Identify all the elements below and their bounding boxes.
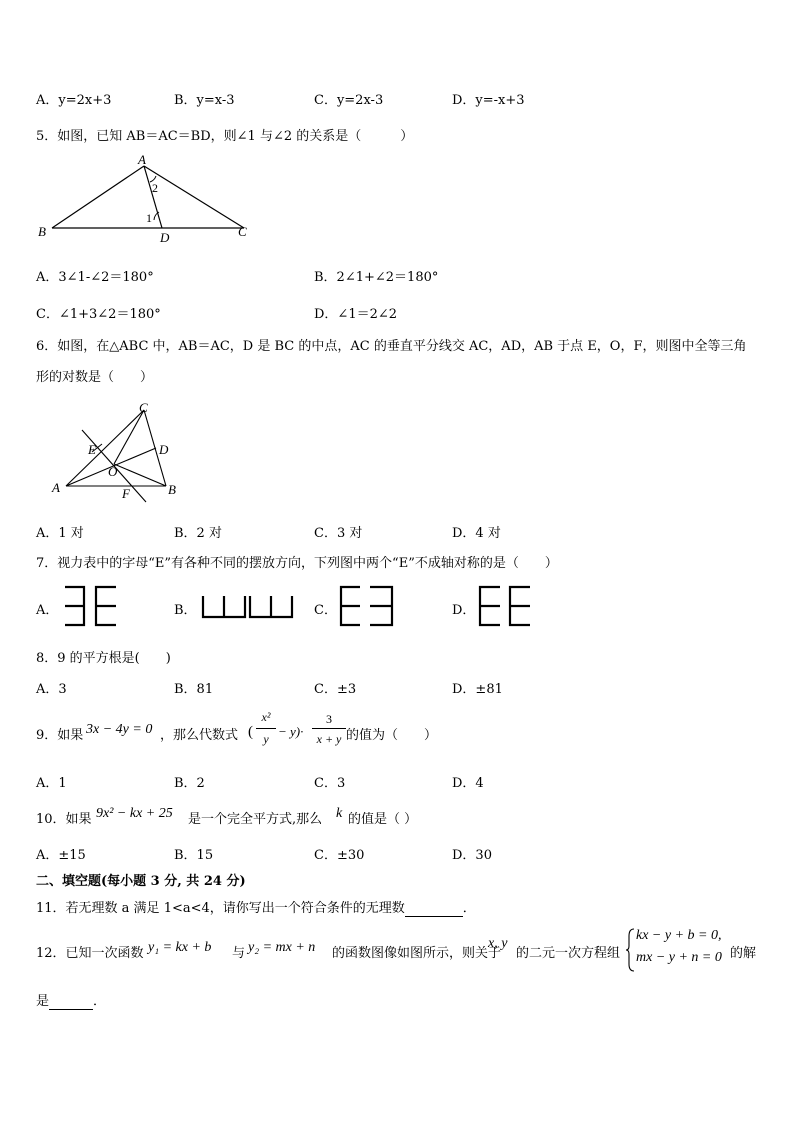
q5-label-a: A bbox=[138, 152, 146, 167]
q4-option-d: D．y=-x+3 bbox=[452, 93, 525, 108]
q9-frac2-num: 3 bbox=[326, 712, 332, 726]
q9-frac2-den: x + y bbox=[316, 732, 342, 746]
q5-label-2: 2 bbox=[152, 181, 158, 195]
q6-label-b: B bbox=[168, 482, 176, 497]
q9-frac2-bar bbox=[312, 728, 346, 729]
q10-option-a: A．±15 bbox=[36, 848, 86, 863]
q11-blank bbox=[405, 901, 463, 917]
q9-option-d: D．4 bbox=[452, 776, 484, 791]
q12-prefix: 12．已知一次函数 bbox=[36, 946, 144, 961]
q6-label-d: D bbox=[159, 442, 169, 457]
q5-option-a: A．3∠1-∠2＝180° bbox=[36, 270, 154, 285]
q10-option-d: D．30 bbox=[452, 848, 492, 863]
q12-y2: y₂ = mx + n bbox=[248, 940, 316, 955]
q9-option-a: A．1 bbox=[36, 776, 67, 791]
q6-label-f: F bbox=[122, 486, 130, 501]
q8-option-d: D．±81 bbox=[452, 682, 503, 697]
q12-and: 与 bbox=[232, 946, 246, 961]
q12-xy: x, y bbox=[488, 936, 508, 951]
q12-eq1: kx − y + b = 0, bbox=[636, 928, 722, 943]
q11-end: ． bbox=[462, 901, 476, 916]
q9-frac1-num: x² bbox=[261, 710, 271, 724]
q6-label-c: C bbox=[139, 400, 148, 415]
q9-open-paren: ( bbox=[248, 724, 253, 740]
q6-stem-line1: 6．如图，在△ABC 中，AB＝AC，D 是 BC 的中点，AC 的垂直平分线交 AC，AD，AB 于点 E，O，F，则图中全等三角 bbox=[36, 339, 747, 354]
q12-end: ． bbox=[93, 994, 107, 1009]
q7-option-c-letter: C． bbox=[314, 603, 337, 618]
section-title: 二、填空题(每小题 3 分, 共 24 分) bbox=[36, 874, 246, 889]
q12-middle: 的函数图像如图所示，则关于 bbox=[332, 946, 502, 961]
q5-label-1: 1 bbox=[146, 211, 152, 225]
q5-label-d: D bbox=[160, 230, 170, 244]
q11-text: 11．若无理数 a 满足 1<a<4，请你写出一个符合条件的无理数 bbox=[36, 901, 405, 916]
q6-option-b: B．2 对 bbox=[174, 526, 222, 541]
q6-stem-line2: 形的对数是（ ） bbox=[36, 370, 154, 385]
q9-option-b: B．2 bbox=[174, 776, 205, 791]
q10-option-c: C．±30 bbox=[314, 848, 365, 863]
q8-option-c: C．±3 bbox=[314, 682, 357, 697]
q7-option-d-letter: D． bbox=[452, 603, 476, 618]
q8-option-a: A．3 bbox=[36, 682, 67, 697]
q8-option-b: B．81 bbox=[174, 682, 214, 697]
q5-stem: 5．如图，已知 AB＝AC＝BD，则∠1 与∠2 的关系是（ ） bbox=[36, 129, 414, 144]
q4-option-b: B．y=x-3 bbox=[174, 93, 235, 108]
q9-equation: 3x − 4y = 0 bbox=[86, 722, 153, 737]
q7-option-b-figure bbox=[200, 594, 296, 620]
q9-middle: ，那么代数式 bbox=[160, 728, 239, 743]
q9-suffix: 的值为（ ） bbox=[346, 728, 438, 743]
q4-option-a: A．y=2x+3 bbox=[36, 93, 112, 108]
q5-option-c: C．∠1+3∠2＝180° bbox=[36, 307, 161, 322]
q7-option-a-figure bbox=[62, 584, 120, 628]
q6-figure bbox=[46, 398, 196, 504]
q12-brace bbox=[626, 928, 636, 972]
q7-option-c-figure bbox=[338, 584, 396, 628]
q6-option-a: A．1 对 bbox=[36, 526, 84, 541]
q5-label-c: C bbox=[238, 224, 247, 239]
q6-label-o: O bbox=[108, 464, 118, 479]
q6-label-e: E bbox=[88, 442, 96, 457]
q10-suffix: 的值是（ ） bbox=[348, 812, 418, 827]
q12-middle2: 的二元一次方程组 bbox=[516, 946, 621, 961]
q12-suffix: 的解 bbox=[730, 946, 757, 961]
q10-option-b: B．15 bbox=[174, 848, 214, 863]
q11-stem bbox=[36, 897, 476, 917]
q7-option-a-letter: A． bbox=[36, 603, 59, 618]
q12-y1: y₁ = kx + b bbox=[148, 940, 212, 955]
q5-label-b: B bbox=[38, 224, 46, 239]
q12-line2-text: 是 bbox=[36, 994, 50, 1009]
q10-prefix: 10．如果 bbox=[36, 812, 92, 827]
q7-option-b-letter: B． bbox=[174, 603, 197, 618]
q12-line2 bbox=[36, 990, 106, 1010]
q6-option-c: C．3 对 bbox=[314, 526, 363, 541]
q7-option-d-figure bbox=[476, 584, 534, 628]
q12-stem bbox=[36, 928, 760, 972]
q5-option-b: B．2∠1+∠2＝180° bbox=[314, 270, 439, 285]
q9-option-c: C．3 bbox=[314, 776, 346, 791]
q9-frac1-den: y bbox=[263, 732, 269, 746]
q10-k: k bbox=[336, 806, 343, 821]
q12-eq2: mx − y + n = 0 bbox=[636, 950, 722, 965]
q9-frac1-bar bbox=[256, 728, 276, 729]
q5-figure bbox=[36, 152, 256, 244]
q7-stem: 7．视力表中的字母“E”有各种不同的摆放方向，下列图中两个“E”不成轴对称的是（ ） bbox=[36, 556, 558, 571]
q9-prefix: 9．如果 bbox=[36, 728, 84, 743]
q10-stem bbox=[36, 808, 456, 828]
q12-blank bbox=[49, 994, 93, 1010]
q8-stem: 8．9 的平方根是( ) bbox=[36, 651, 171, 666]
q6-option-d: D．4 对 bbox=[452, 526, 501, 541]
q6-label-a: A bbox=[52, 480, 60, 495]
q10-middle: 是一个完全平方式,那么 bbox=[188, 812, 323, 827]
q5-option-d: D．∠1＝2∠2 bbox=[314, 307, 398, 322]
q4-option-c: C．y=2x-3 bbox=[314, 93, 384, 108]
q10-expr: 9x² − kx + 25 bbox=[96, 806, 173, 821]
q9-minus-y: − y)· bbox=[278, 724, 304, 739]
